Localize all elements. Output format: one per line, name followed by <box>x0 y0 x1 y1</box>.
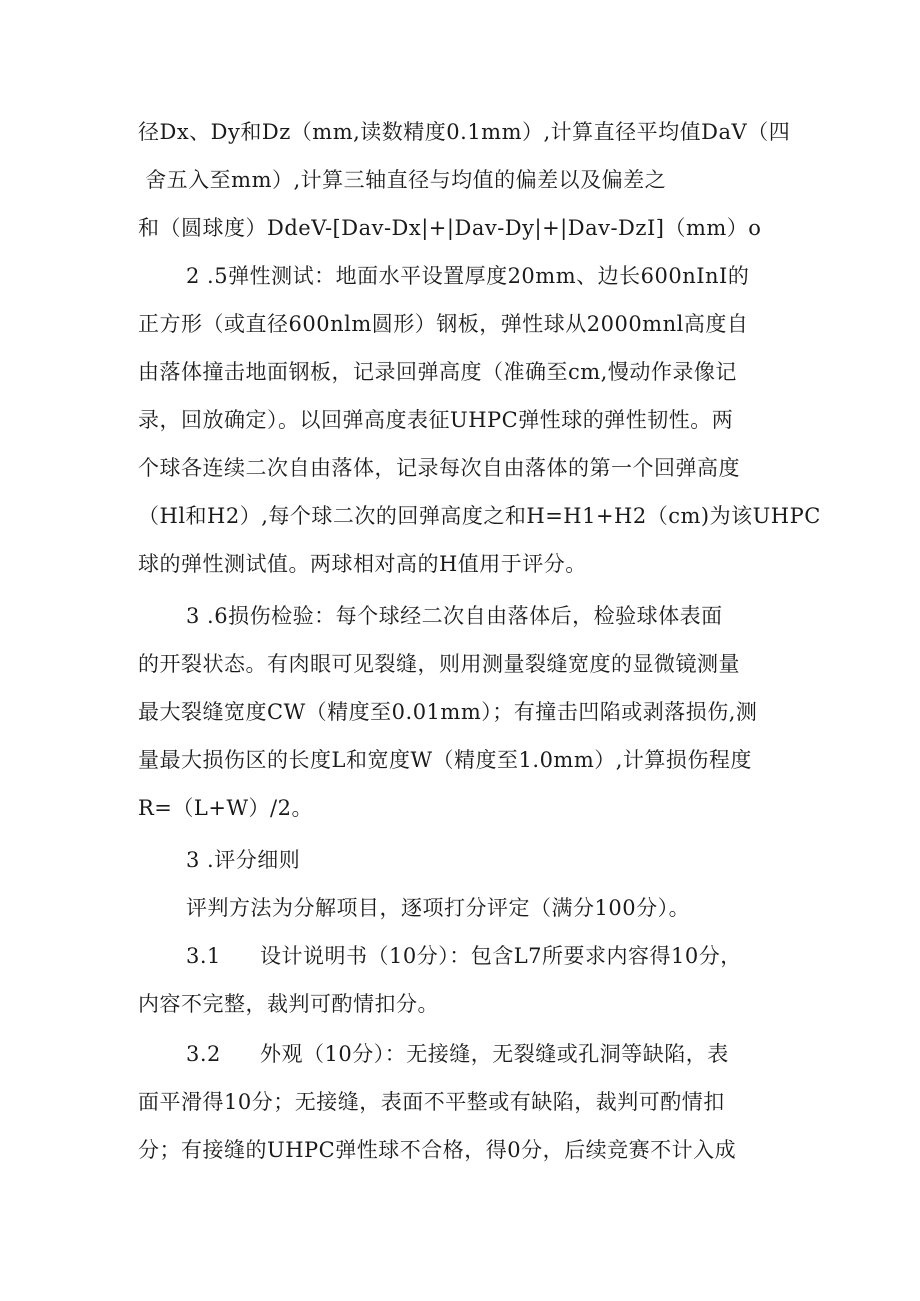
text-line: 内容不完整，裁判可酌情扣分。 <box>138 992 439 1016</box>
text-line: 正方形（或直径600nlm圆形）钢板，弹性球从2000mnl高度自 <box>138 312 749 336</box>
text-line: （Hl和H2）,每个球二次的回弹高度之和H=H1+H2（cm)为该UHPC <box>138 504 821 528</box>
text-line: 由落体撞击地面钢板，记录回弹高度（准确至cm,慢动作录像记 <box>138 360 737 384</box>
item-3-1-text: 设计说明书（10分）：包含L7所要求内容得10分， <box>260 944 742 968</box>
text-line: 个球各连续二次自由落体，记录每次自由落体的第一个回弹高度 <box>138 456 740 480</box>
text-line: R=（L+W）/2。 <box>138 796 313 820</box>
text-line: 录，回放确定）。以回弹高度表征UHPC弹性球的弹性韧性。两 <box>138 408 734 432</box>
section-2-5-first-line: 2 .5弹性测试：地面水平设置厚度20mm、边长600nInI的 <box>186 264 750 288</box>
item-3-1 <box>186 942 742 970</box>
section-3-6-first-line: 3 .6损伤检验：每个球经二次自由落体后，检验球体表面 <box>186 604 723 628</box>
text-line: 评判方法为分解项目，逐项打分评定（满分100分）。 <box>186 896 691 920</box>
item-3-2-label: 3.2 <box>186 1042 221 1066</box>
text-line: 径Dx、Dy和Dz（mm,读数精度0.1mm）,计算直径平均值DaV（四 <box>138 120 791 144</box>
text-line: 量最大损伤区的长度L和宽度W（精度至1.0mm）,计算损伤程度 <box>138 748 752 772</box>
text-line: 面平滑得10分；无接缝，表面不平整或有缺陷，裁判可酌情扣 <box>138 1090 725 1114</box>
item-3-1-label: 3.1 <box>186 944 221 968</box>
text-line: 球的弹性测试值。两球相对高的H值用于评分。 <box>138 552 587 576</box>
text-line: 的开裂状态。有肉眼可见裂缝，则用测量裂缝宽度的显微镜测量 <box>138 652 740 676</box>
item-3-2-text: 外观（10分）：无接缝，无裂缝或孔洞等缺陷，表 <box>260 1042 729 1066</box>
text-line: 舍五入至mm）,计算三轴直径与均值的偏差以及偏差之 <box>138 168 667 192</box>
text-line: 和（圆球度）DdeV-[Dav-Dx|+|Dav-Dy|+|Dav-DzI]（mm）o <box>138 216 762 240</box>
text-line: 分；有接缝的UHPC弹性球不合格，得0分，后续竞赛不计入成 <box>138 1138 737 1162</box>
item-3-2 <box>186 1040 729 1068</box>
section-heading: 3 .评分细则 <box>186 848 301 872</box>
text-line: 最大裂缝宽度CW（精度至0.01mm）；有撞击凹陷或剥落损伤,测 <box>138 700 758 724</box>
